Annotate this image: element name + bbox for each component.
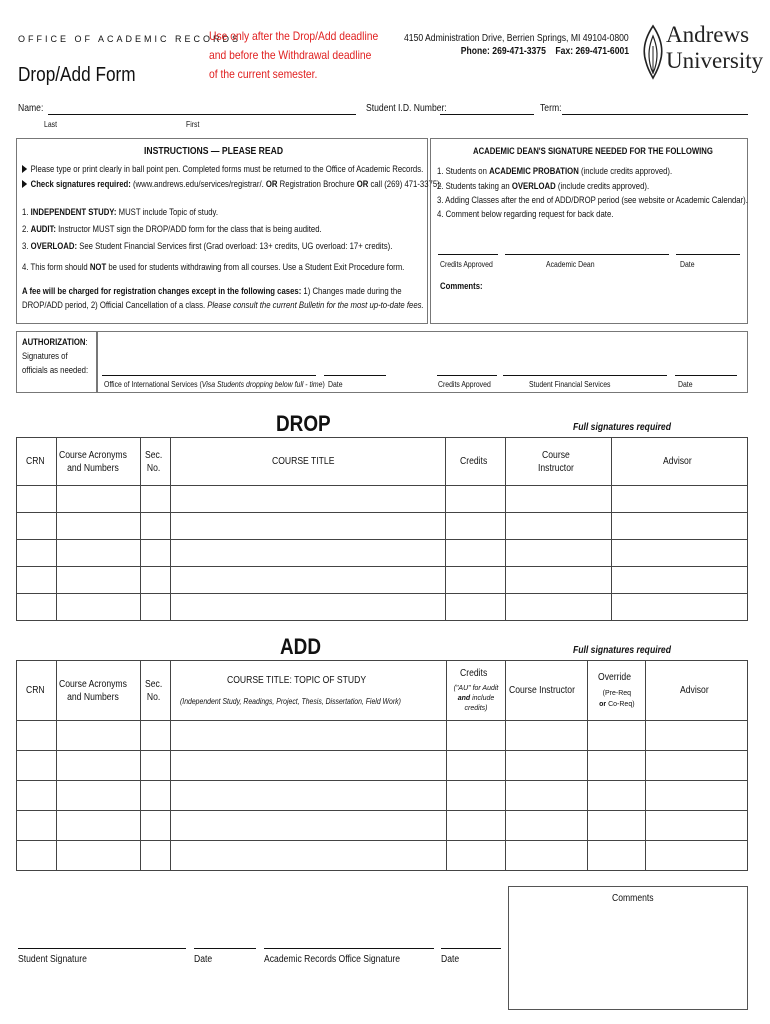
drop-cell[interactable] — [17, 567, 57, 594]
drop-cell[interactable] — [446, 567, 506, 594]
drop-row — [17, 513, 748, 540]
drop-cell[interactable] — [17, 513, 57, 540]
sfs-signature-field[interactable] — [503, 375, 667, 376]
drop-cell[interactable] — [140, 594, 170, 621]
instruction-item-1: 1. INDEPENDENT STUDY: MUST include Topic of study. — [22, 207, 219, 217]
add-cell[interactable] — [446, 781, 506, 811]
address-line: 4150 Administration Drive, Berrien Springs, MI 49104-0800 — [404, 33, 629, 44]
drop-cell[interactable] — [506, 567, 612, 594]
add-cell[interactable] — [170, 751, 446, 781]
add-cell[interactable] — [56, 751, 140, 781]
add-cell[interactable] — [646, 781, 748, 811]
add-cell[interactable] — [446, 721, 506, 751]
drop-cell[interactable] — [612, 594, 748, 621]
add-cell[interactable] — [446, 841, 506, 871]
add-cell[interactable] — [506, 751, 588, 781]
sfs-date-field[interactable] — [675, 375, 737, 376]
add-row — [17, 841, 748, 871]
records-date-label: Date — [441, 954, 460, 965]
add-header-row — [17, 661, 748, 721]
add-signature-note: Full signatures required — [573, 645, 671, 656]
drop-cell[interactable] — [170, 513, 446, 540]
add-header-title: COURSE TITLE: TOPIC OF STUDY (Independent Study, Readings, Project, Thesis, Dissertation, Field Work) — [170, 661, 446, 721]
add-cell[interactable] — [588, 721, 646, 751]
add-cell[interactable] — [170, 721, 446, 751]
fee-notice: A fee will be charged for registration changes except in the following cases: 1) Changes made during the — [22, 286, 402, 296]
student-id-label: Student I.D. Number: — [366, 103, 447, 114]
drop-cell[interactable] — [612, 540, 748, 567]
dean-date-field[interactable] — [676, 254, 740, 255]
name-label: Name: — [18, 103, 44, 114]
add-cell[interactable] — [588, 781, 646, 811]
term-field[interactable] — [562, 114, 748, 115]
add-cell[interactable] — [588, 841, 646, 871]
dean-signature-field[interactable] — [505, 254, 669, 255]
authorization-line-3: officials as needed: — [22, 365, 89, 375]
add-cell[interactable] — [17, 781, 57, 811]
fee-notice-line-2: DROP/ADD period, 2) Official Cancellation of a class. Please consult the current Bulletin for the most up-to-date fees. — [22, 300, 424, 310]
add-cell[interactable] — [56, 781, 140, 811]
drop-row — [17, 540, 748, 567]
drop-header-crn: CRN — [17, 438, 57, 486]
dean-heading: ACADEMIC DEAN'S SIGNATURE NEEDED FOR THE FOLLOWING — [473, 146, 713, 156]
dean-date-label: Date — [680, 260, 695, 269]
add-cell[interactable] — [170, 811, 446, 841]
add-cell[interactable] — [646, 841, 748, 871]
add-cell[interactable] — [140, 781, 170, 811]
drop-cell[interactable] — [17, 486, 57, 513]
drop-cell[interactable] — [140, 567, 170, 594]
sfs-date-label: Date — [678, 380, 693, 389]
auth-credits-field[interactable] — [437, 375, 497, 376]
term-label: Term: — [540, 103, 562, 114]
drop-cell[interactable] — [506, 513, 612, 540]
add-header-crn: CRN — [17, 661, 57, 721]
dean-comments-label: Comments: — [440, 281, 483, 291]
intl-services-label: Office of International Services (Visa Students dropping below full - time) — [104, 380, 325, 389]
drop-cell[interactable] — [56, 594, 140, 621]
drop-cell[interactable] — [170, 540, 446, 567]
drop-cell[interactable] — [56, 513, 140, 540]
drop-row — [17, 567, 748, 594]
drop-cell[interactable] — [140, 486, 170, 513]
warning-line-2: and before the Withdrawal deadline — [209, 48, 372, 62]
dean-item-3: 3. Adding Classes after the end of ADD/DROP period (see website or Academic Calendar). — [437, 195, 748, 205]
drop-cell[interactable] — [446, 486, 506, 513]
drop-cell[interactable] — [446, 594, 506, 621]
records-signature-label: Academic Records Office Signature — [264, 954, 401, 965]
drop-cell[interactable] — [17, 594, 57, 621]
drop-cell[interactable] — [612, 567, 748, 594]
add-header-credits: Credits ("AU" for Audit and include credits) — [446, 661, 506, 721]
form-title: Drop/Add Form — [18, 64, 136, 86]
intl-date-label: Date — [328, 380, 343, 389]
intl-services-date-field[interactable] — [324, 375, 386, 376]
instruction-item-2: 2. AUDIT: Instructor MUST sign the DROP/ADD form for the class that is being audited. — [22, 224, 322, 234]
sfs-label: Student Financial Services — [529, 380, 611, 389]
add-cell[interactable] — [506, 721, 588, 751]
add-header-sec: Sec. No. — [140, 661, 170, 721]
add-cell[interactable] — [646, 721, 748, 751]
authorization-label: AUTHORIZATION: — [22, 337, 88, 347]
drop-header-acronyms: Course Acronyms and Numbers — [56, 438, 140, 486]
add-header-instructor: Course Instructor — [506, 661, 588, 721]
add-cell[interactable] — [170, 781, 446, 811]
drop-header-instructor: Course Instructor — [506, 438, 612, 486]
student-signature-field[interactable] — [18, 948, 186, 949]
flame-logo-icon — [640, 24, 666, 80]
warning-line-1: Use only after the Drop/Add deadline — [209, 29, 379, 43]
records-signature-field[interactable] — [264, 948, 434, 949]
drop-cell[interactable] — [506, 594, 612, 621]
add-cell[interactable] — [56, 841, 140, 871]
add-cell[interactable] — [588, 811, 646, 841]
drop-cell[interactable] — [506, 486, 612, 513]
add-cell[interactable] — [17, 751, 57, 781]
add-cell[interactable] — [140, 721, 170, 751]
add-cell[interactable] — [140, 751, 170, 781]
add-cell[interactable] — [140, 811, 170, 841]
drop-cell[interactable] — [56, 486, 140, 513]
add-header-override: Override (Pre-Req or Co-Req) — [588, 661, 646, 721]
dean-item-2: 2. Students taking an OVERLOAD (include credits approved). — [437, 181, 650, 191]
comments-box[interactable] — [508, 886, 748, 1010]
add-cell[interactable] — [17, 811, 57, 841]
drop-signature-note: Full signatures required — [573, 422, 671, 433]
instruction-item-4: 4. This form should NOT be used for students withdrawing from all courses. Use a Student Exit Procedure form. — [22, 262, 405, 272]
drop-cell[interactable] — [170, 486, 446, 513]
drop-row — [17, 594, 748, 621]
instruction-bullet-2: Check signatures required: (www.andrews.edu/services/registrar/. OR Registration Brochure OR call (269) 471-3375). — [22, 178, 442, 191]
office-label: OFFICE OF ACADEMIC RECORDS — [18, 34, 242, 44]
deadline-warning — [209, 27, 378, 84]
add-title: ADD — [280, 634, 321, 659]
last-label: Last — [44, 120, 58, 129]
instruction-bullet-1: Please type or print clearly in ball point pen. Completed forms must be returned to the Office of Academic Records. — [22, 163, 423, 176]
dean-credits-label: Credits Approved — [440, 260, 493, 269]
add-header-advisor: Advisor — [646, 661, 748, 721]
intl-services-signature-field[interactable] — [102, 375, 316, 376]
add-row — [17, 721, 748, 751]
add-cell[interactable] — [17, 841, 57, 871]
drop-row — [17, 486, 748, 513]
drop-header-advisor: Advisor — [612, 438, 748, 486]
contact-address — [404, 32, 629, 58]
drop-cell[interactable] — [170, 594, 446, 621]
add-cell[interactable] — [140, 841, 170, 871]
add-cell[interactable] — [506, 841, 588, 871]
add-cell[interactable] — [506, 781, 588, 811]
dean-item-1: 1. Students on ACADEMIC PROBATION (include credits approved). — [437, 166, 673, 176]
instructions-heading: INSTRUCTIONS — PLEASE READ — [144, 146, 284, 157]
first-label: First — [186, 120, 200, 129]
add-cell[interactable] — [446, 811, 506, 841]
student-date-label: Date — [194, 954, 213, 965]
drop-header-credits: Credits — [446, 438, 506, 486]
drop-cell[interactable] — [56, 540, 140, 567]
student-signature-label: Student Signature — [18, 954, 87, 965]
add-cell[interactable] — [588, 751, 646, 781]
warning-line-3: of the current semester. — [209, 67, 318, 81]
add-cell[interactable] — [446, 751, 506, 781]
drop-cell[interactable] — [17, 540, 57, 567]
dean-signature-label: Academic Dean — [546, 260, 595, 269]
drop-cell[interactable] — [446, 540, 506, 567]
authorization-line-2: Signatures of — [22, 351, 68, 361]
auth-credits-label: Credits Approved — [438, 380, 491, 389]
student-date-field[interactable] — [194, 948, 256, 949]
drop-table — [16, 437, 748, 621]
drop-cell[interactable] — [612, 513, 748, 540]
records-date-field[interactable] — [441, 948, 501, 949]
add-cell[interactable] — [506, 811, 588, 841]
drop-header-row — [17, 438, 748, 486]
phone-fax-line: Phone: 269-471-3375 Fax: 269-471-6001 — [460, 46, 630, 57]
add-row — [17, 811, 748, 841]
add-cell[interactable] — [17, 721, 57, 751]
add-cell[interactable] — [56, 721, 140, 751]
drop-header-title: COURSE TITLE — [170, 438, 446, 486]
add-cell[interactable] — [170, 841, 446, 871]
comments-label: Comments — [612, 893, 654, 904]
add-cell[interactable] — [56, 811, 140, 841]
drop-title: DROP — [276, 411, 331, 436]
drop-cell[interactable] — [170, 567, 446, 594]
drop-cell[interactable] — [612, 486, 748, 513]
student-id-field[interactable] — [440, 114, 534, 115]
add-row — [17, 751, 748, 781]
name-field[interactable] — [48, 114, 356, 115]
add-table — [16, 660, 748, 871]
drop-cell[interactable] — [140, 513, 170, 540]
drop-cell[interactable] — [506, 540, 612, 567]
add-header-acronyms: Course Acronyms and Numbers — [56, 661, 140, 721]
add-row — [17, 781, 748, 811]
drop-cell[interactable] — [446, 513, 506, 540]
drop-cell[interactable] — [56, 567, 140, 594]
add-cell[interactable] — [646, 811, 748, 841]
drop-cell[interactable] — [140, 540, 170, 567]
university-logo: Andrews University — [666, 22, 764, 73]
instruction-item-3: 3. OVERLOAD: See Student Financial Services first (Grad overload: 13+ credits, UG overload: 17+ credits). — [22, 241, 393, 251]
dean-credits-field[interactable] — [438, 254, 498, 255]
dean-item-4: 4. Comment below regarding request for back date. — [437, 209, 614, 219]
drop-header-sec: Sec. No. — [140, 438, 170, 486]
add-cell[interactable] — [646, 751, 748, 781]
